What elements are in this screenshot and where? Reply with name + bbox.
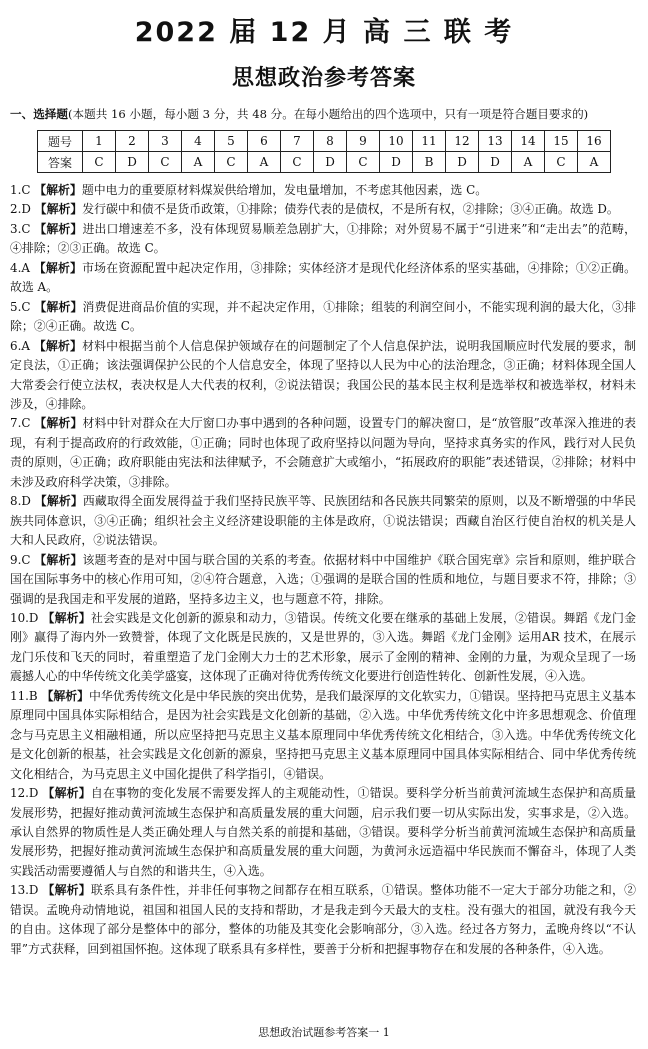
item-number: 7.C [10,416,35,431]
question-number: 7 [281,131,314,152]
answer-cell: C [83,152,116,173]
explanation-item [10,259,636,298]
answer-cell: D [446,152,479,173]
question-number: 14 [512,131,545,152]
answer-row-header: 答案 [38,152,83,173]
explanation-item [10,220,636,259]
item-number: 13.D [10,883,43,898]
analysis-tag: 【解析】 [42,786,91,801]
question-number: 3 [149,131,182,152]
answer-cell: D [314,152,347,173]
explanation-item [10,414,636,492]
item-number: 6.A [10,338,34,353]
answer-cell: D [116,152,149,173]
item-text: 进出口增速差不多，没有体现贸易顺差急剧扩大，①排除；对外贸易不属于“引进来”和“走出去”的范畴，④排除；②③正确。故选 C。 [10,221,636,256]
item-number: 1.C [10,183,35,197]
question-number: 1 [83,131,116,152]
explanation-item [10,609,636,687]
answer-cell: D [380,152,413,173]
item-number: 4.A [10,260,34,275]
item-text: 西藏取得全面发展得益于我们坚持民族平等、民族团结和各民族共同繁荣的原则，以及不断增强的中华民族共同体意识，③④正确；组织社会主义经济建设职能的主体是政府，①说法错误；西藏自治区行使自治权的机关是人大和人民政府，②说法错误。 [10,494,636,548]
answer-table [37,130,611,173]
question-number: 9 [347,131,380,152]
analysis-tag: 【解析】 [34,299,83,314]
answer-cell: A [512,152,545,173]
item-text: 中华优秀传统文化是中华民族的突出优势，是我们最深厚的文化软实力，①错误。坚持把马克思主义基本原理同中国具体实际相结合，是因为社会实践是文化创新的基础，②入选。中华优秀传统文化中许多思想观念、价值理念与马克思主义相融相通，所以应坚持把马克思主义基本原理同中华优秀传统文化相结合，③入选。中华优秀传统文化是文化创新的根基，社会实践是文化创新的源泉，坚持把马克思主义基本原理同中国具体实际相结合、同中华优秀传统文化相结合，为马克思主义中国化提供了科学指引，④错误。 [10,688,636,781]
explanation-list [10,181,636,959]
item-text: 发行碳中和债不是货币政策，①排除；债券代表的是债权，不是所有权，②排除；③④正确。故选 D。 [82,202,619,217]
item-text: 联系具有条件性，并非任何事物之间都存在相互联系，①错误。整体功能不一定大于部分功能之和，②错误。孟晚舟动情地说，祖国和祖国人民的支持和帮助，才是我走到今天最大的支柱。没有强大的祖国，就没有我今天的自由。这体现了部分是整体中的部分，整体的功能及其变化会影响部分，③入选。经过各方努力，孟晚舟终以“不认罪”方式获释，回到祖国怀抱。这体现了联系具有多样性，要善于分析和把握事物存在和发展的各种条件，④入选。 [10,883,636,956]
item-number: 10.D [10,610,43,625]
explanation-item [10,492,636,550]
analysis-tag: 【解析】 [34,202,83,217]
explanation-item [10,551,636,609]
question-number: 11 [413,131,446,152]
item-text: 材料中根据当前个人信息保护领域存在的问题制定了个人信息保护法，说明我国顺应时代发展的要求，制定良法，①正确；该法强调保护公民的个人信息安全，体现了坚持以人民为中心的法治理念，③正确；材料体现全国人大常委会行使立法权，表决权是人大代表的权利，②说法错误；我国公民的基本民主权利是选举权和被选举权，材料未涉及，④排除。 [10,338,636,411]
item-number: 2.D [10,202,35,217]
section-description: (本题共 16 小题，每小题 3 分，共 48 分。在每小题给出的四个选项中，只有一项是符合题目要求的) [67,107,589,121]
question-number: 4 [182,131,215,152]
item-number: 3.C [10,221,35,236]
answer-cell: A [578,152,611,173]
item-text: 材料中针对群众在大厅窗口办事中遇到的各种问题，设置专门的解决窗口，是“放管服”改革深入推进的表现，有利于提高政府的行政效能，①正确；同时也体现了政府坚持以问题为导向，坚持求真务实的作风，践行对人民负责的原则，④正确；政府职能由宪法和法律赋予，不会随意扩大或缩小，“拓展政府的职能”表述错误，②排除；材料中未涉及政府科学决策，③排除。 [10,416,636,489]
analysis-tag: 【解析】 [34,552,83,567]
analysis-tag: 【解析】 [34,183,82,197]
answer-cell: D [479,152,512,173]
question-number: 15 [545,131,578,152]
answer-cell: A [182,152,215,173]
analysis-tag: 【解析】 [33,260,83,275]
explanation-item [10,181,636,200]
number-row-header: 题号 [38,131,83,152]
answer-table-answer-row [38,152,611,173]
analysis-tag: 【解析】 [34,494,83,509]
answer-table-number-row [38,131,611,152]
explanation-item [10,200,636,219]
analysis-tag: 【解析】 [34,221,83,236]
question-number: 12 [446,131,479,152]
question-number: 2 [116,131,149,152]
question-number: 10 [380,131,413,152]
explanation-item [10,337,636,415]
item-number: 11.B [10,688,42,703]
answer-cell: C [281,152,314,173]
item-text: 市场在资源配置中起决定作用，③排除；实体经济才是现代化经济体系的坚实基础，④排除；①②正确。故选 A。 [10,260,636,295]
question-number: 16 [578,131,611,152]
answer-cell: A [248,152,281,173]
explanation-item [10,881,636,959]
answer-cell: C [215,152,248,173]
answer-cell: C [347,152,380,173]
analysis-tag: 【解析】 [34,416,83,431]
explanation-item [10,687,636,784]
answer-cell: B [413,152,446,173]
page-subtitle: 思想政治参考答案 [231,66,416,91]
question-number: 13 [479,131,512,152]
analysis-tag: 【解析】 [42,883,91,898]
question-number: 8 [314,131,347,152]
analysis-tag: 【解析】 [33,338,83,353]
section-heading [10,106,588,122]
item-text: 社会实践是文化创新的源泉和动力，③错误。传统文化要在继承的基础上发展，②错误。舞蹈《龙门金刚》赢得了海内外一致赞誉，体现了文化既是民族的，又是世界的，③入选。舞蹈《龙门金刚》运用AR 技术，在展示龙门乐伎和飞天的同时，着重塑造了龙门金刚大力士的艺术形象，展示了金刚的精神、金刚的力量，为观众呈现了一场震撼人心的中华传统文化美学盛宴，这体现了正确对待优秀传统文化要进行创造性转化、创新性发展，④入选。 [10,610,636,684]
item-text: 题中电力的重要原材料煤炭供给增加，发电量增加，不考虑其他因素，选 C。 [81,183,488,197]
page-footer: 思想政治试题参考答案一 1 [258,1026,390,1039]
item-number: 9.C [10,552,35,567]
item-number: 5.C [10,299,35,314]
question-number: 6 [248,131,281,152]
item-number: 8.D [10,494,35,509]
item-text: 自在事物的变化发展不需要发挥人的主观能动性，①错误。要科学分析当前黄河流域生态保护和高质量发展形势，把握好推动黄河流域生态保护和高质量发展的重大问题，启示我们要一切从实际出发，实事求是，②入选。承认自然界的物质性是人类正确处理人与自然关系的前提和基础，③错误。要科学分析当前黄河流域生态保护和高质量发展形势，把握好推动黄河流域生态保护和高质量发展的重大问题，为黄河永远造福中华民族而不懈奋斗，体现了人类实践活动需要遵循人与自然的和谐共生，④入选。 [10,786,636,878]
question-number: 5 [215,131,248,152]
item-text: 消费促进商品价值的实现，并不起决定作用，①排除；组装的利润空间小，不能实现利润的最大化，③排除；②④正确。故选 C。 [10,299,636,334]
analysis-tag: 【解析】 [41,688,90,703]
item-text: 该题考查的是对中国与联合国的关系的考查。依据材料中中国维护《联合国宪章》宗旨和原则，维护联合国在国际事务中的核心作用可知，②④符合题意，入选；①强调的是联合国的性质和地位，与题目要求不符，排除；③强调的是我国走和平发展的道路，坚持多边主义，也与题意不符，排除。 [10,552,636,606]
explanation-item [10,784,636,881]
section-label: 一、选择题 [10,107,68,121]
item-number: 12.D [10,786,43,801]
analysis-tag: 【解析】 [42,610,91,625]
answer-cell: C [149,152,182,173]
page-title: 2022 届 12 月 高 三 联 考 [134,17,514,48]
explanation-item [10,298,636,337]
answer-cell: C [545,152,578,173]
